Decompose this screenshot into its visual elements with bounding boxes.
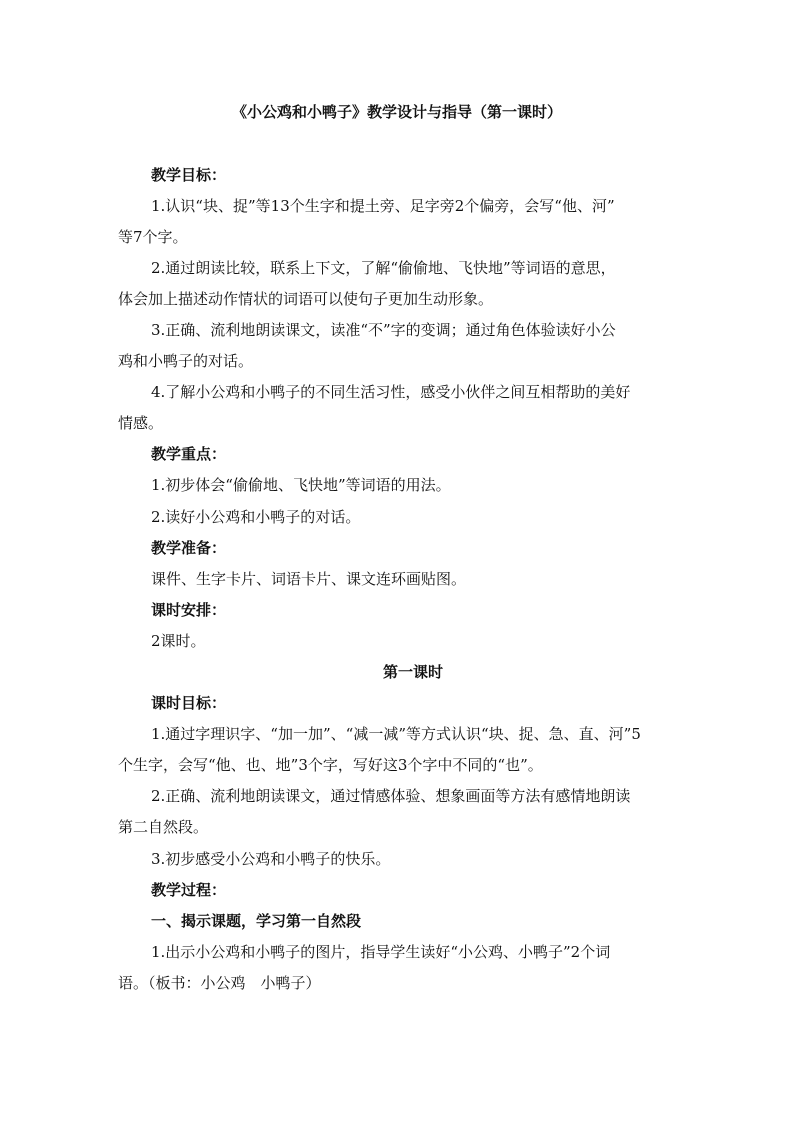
lesson-goal-1-line-1: 1.通过字理识字、“加一加”、“减一减”等方式认识“块、捉、急、直、河”5 bbox=[151, 725, 641, 744]
lesson-goal-2-line-2: 第二自然段。 bbox=[118, 818, 209, 837]
goal-2-line-2: 体会加上描述动作情状的词语可以使句子更加生动形象。 bbox=[118, 289, 494, 308]
goal-4-line-1: 4.了解小公鸡和小鸭子的不同生活习性，感受小伙伴之间互相帮助的美好 bbox=[151, 383, 631, 402]
process-step-1-heading: 一、揭示课题，学习第一自然段 bbox=[151, 911, 362, 930]
key-point-1: 1.初步体会“偷偷地、飞快地”等词语的用法。 bbox=[151, 476, 451, 495]
section-heading-teaching-goals: 教学目标： bbox=[151, 165, 227, 184]
key-point-2: 2.读好小公鸡和小鸭子的对话。 bbox=[151, 507, 361, 526]
lesson-goal-1-line-2: 个生字，会写“他、也、地”3个字，写好这3个字中不同的“也”。 bbox=[118, 756, 543, 775]
lesson-goal-3-line-1: 3.初步感受小公鸡和小鸭子的快乐。 bbox=[151, 849, 391, 868]
process-step-1-item-1-line-2: 语。（板书：小公鸡 小鸭子） bbox=[118, 973, 321, 992]
section-heading-schedule: 课时安排： bbox=[151, 600, 227, 619]
section-heading-lesson-goals: 课时目标： bbox=[151, 694, 227, 713]
goal-1-line-1: 1.认识“块、捉”等13个生字和提土旁、足字旁2个偏旁，会写“他、河” bbox=[151, 196, 615, 215]
section-heading-preparation: 教学准备： bbox=[151, 538, 227, 557]
preparation-text: 课件、生字卡片、词语卡片、课文连环画贴图。 bbox=[151, 569, 467, 588]
section-heading-process: 教学过程： bbox=[151, 880, 227, 899]
goal-1-line-2: 等7个字。 bbox=[118, 227, 188, 246]
schedule-text: 2课时。 bbox=[151, 631, 206, 650]
lesson-one-title: 第一课时 bbox=[382, 663, 443, 681]
goal-4-line-2: 情感。 bbox=[118, 414, 164, 433]
goal-3-line-1: 3.正确、流利地朗读课文，读准“不”字的变调；通过角色体验读好小公 bbox=[151, 320, 616, 339]
process-step-1-item-1-line-1: 1.出示小公鸡和小鸭子的图片，指导学生读好“小公鸡、小鸭子”2个词 bbox=[151, 942, 611, 961]
document-body bbox=[118, 160, 708, 1000]
section-heading-key-points: 教学重点： bbox=[151, 445, 227, 464]
goal-2-line-1: 2.通过朗读比较，联系上下文，了解“偷偷地、飞快地”等词语的意思， bbox=[151, 258, 616, 277]
lesson-goal-2-line-1: 2.正确、流利地朗读课文，通过情感体验、想象画面等方法有感情地朗读 bbox=[151, 787, 631, 806]
goal-3-line-2: 鸡和小鸭子的对话。 bbox=[118, 352, 254, 371]
page-title: 《小公鸡和小鸭子》教学设计与指导（第一课时） bbox=[231, 103, 562, 121]
